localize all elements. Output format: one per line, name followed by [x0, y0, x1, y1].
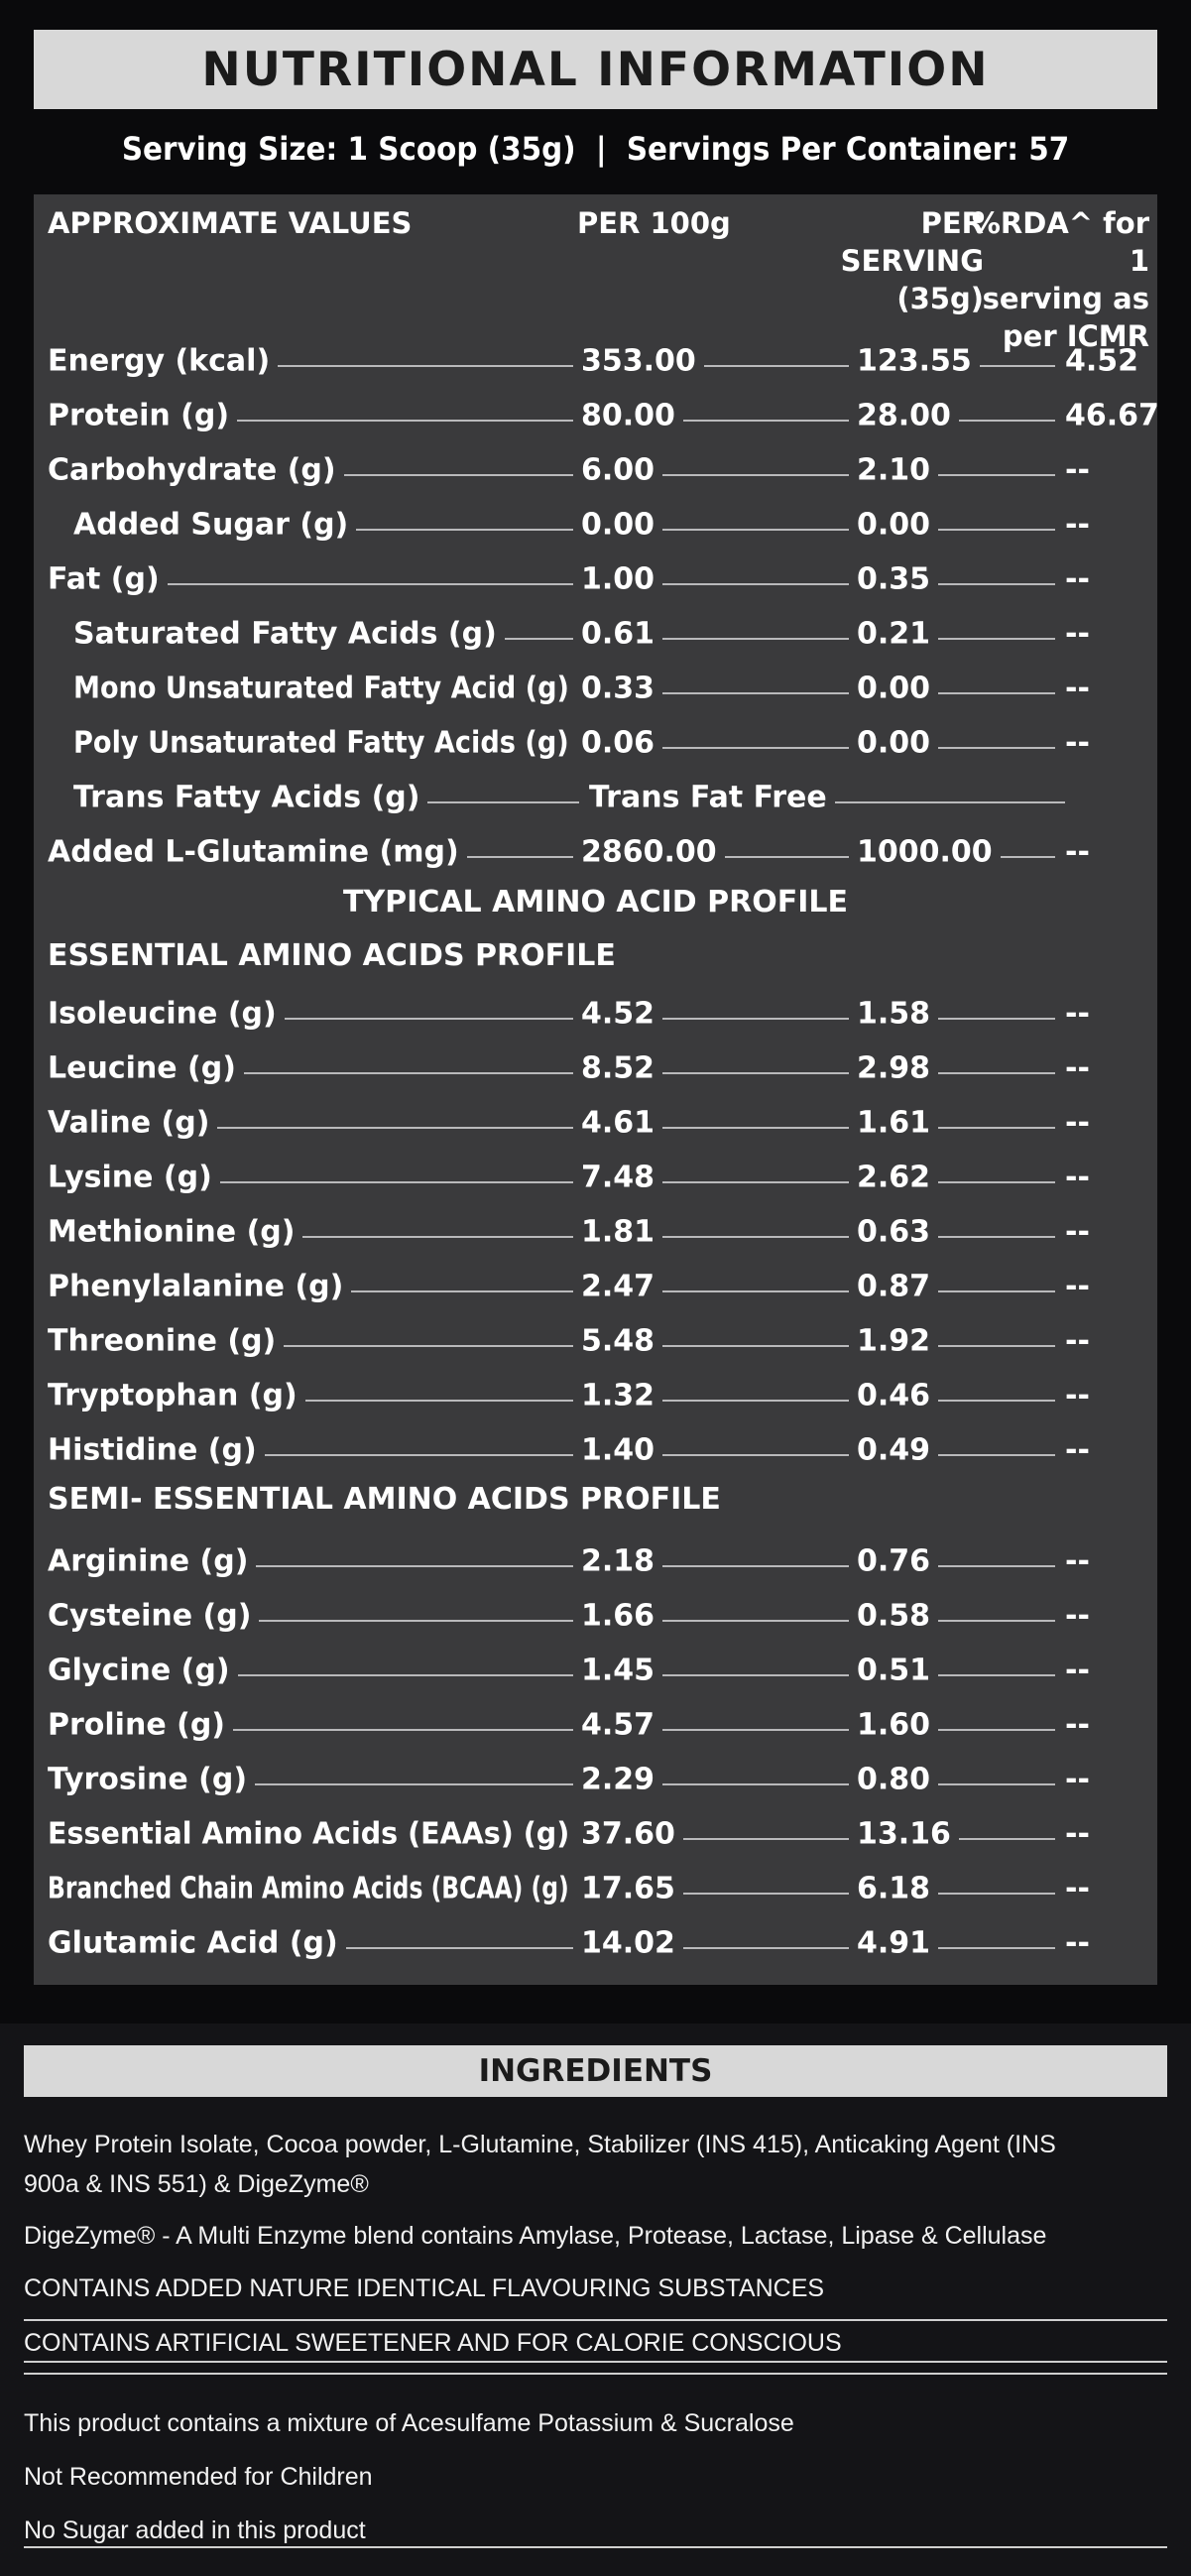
header-per-serving-line1: PER SERVING	[840, 206, 984, 278]
value-rda: --	[1065, 561, 1090, 597]
leader-line	[662, 474, 849, 476]
leader-line	[938, 1729, 1055, 1731]
value-rda: 4.52	[1065, 343, 1139, 379]
value-per-serving: 0.46	[857, 1378, 931, 1413]
divider	[24, 2546, 1167, 2548]
leader-line	[662, 1236, 849, 1238]
value-per-100g: 17.65	[581, 1871, 675, 1906]
value-per-100g: 0.06	[581, 725, 655, 761]
leader-line	[980, 365, 1055, 367]
leader-line	[683, 420, 849, 422]
value-per-100g: 8.52	[581, 1050, 655, 1086]
row-label: Essential Amino Acids (EAAs) (g)	[48, 1816, 570, 1852]
table-row-energy-kcal	[34, 334, 1157, 388]
leader-line	[938, 1674, 1055, 1676]
row-label: Saturated Fatty Acids (g)	[73, 616, 497, 652]
value-per-100g: 0.61	[581, 616, 655, 652]
value-rda: --	[1065, 1543, 1090, 1579]
divider	[24, 2361, 1167, 2363]
value-per-100g: 7.48	[581, 1160, 655, 1195]
leader-line	[662, 1400, 849, 1402]
leader-line	[427, 801, 579, 803]
row-label: Fat (g)	[48, 561, 160, 597]
value-per-serving: 2.10	[857, 452, 931, 488]
row-label: Carbohydrate (g)	[48, 452, 336, 488]
leader-line	[959, 420, 1055, 422]
serving-info	[48, 121, 1143, 177]
leader-line	[662, 1729, 849, 1731]
sweetener-notice: CONTAINS ARTIFICIAL SWEETENER AND FOR CALORIE CONSCIOUS	[24, 2329, 842, 2357]
leader-line	[302, 1236, 573, 1238]
leader-line	[244, 1072, 573, 1074]
value-per-100g: 2.18	[581, 1543, 655, 1579]
value-per-serving: 0.63	[857, 1214, 931, 1250]
table-row-isoleucine-g	[34, 987, 1157, 1041]
leader-line	[938, 1181, 1055, 1183]
leader-line	[662, 1674, 849, 1676]
table-row-essential-amino-acids-eaas-g	[34, 1807, 1157, 1861]
leader-line	[662, 1620, 849, 1622]
leader-line	[168, 583, 573, 585]
table-row-fat-g	[34, 552, 1157, 606]
value-per-100g: 4.61	[581, 1105, 655, 1141]
ingredients-title-bar	[24, 2045, 1167, 2097]
table-row-threonine-g	[34, 1314, 1157, 1368]
serving-separator: |	[595, 130, 607, 168]
leader-line	[255, 1783, 573, 1785]
leader-line	[662, 1565, 849, 1567]
table-row-glutamic-acid-g	[34, 1916, 1157, 1970]
row-label: Arginine (g)	[48, 1543, 249, 1579]
row-label: Lysine (g)	[48, 1160, 212, 1195]
value-per-100g: 80.00	[581, 398, 675, 433]
row-label: Poly Unsaturated Fatty Acids (g)	[73, 725, 569, 761]
value-per-serving: 0.87	[857, 1269, 931, 1304]
value-per-100g: 1.40	[581, 1432, 655, 1468]
row-label: Protein (g)	[48, 398, 230, 433]
value-per-100g: 4.52	[581, 996, 655, 1032]
row-label: Valine (g)	[48, 1105, 210, 1141]
value-per-serving: 1.92	[857, 1323, 931, 1359]
value-per-serving: 0.58	[857, 1598, 931, 1634]
digezyme-description: DigeZyme® - A Multi Enzyme blend contains Amylase, Protease, Lactase, Lipase & Cellulase	[24, 2222, 1047, 2250]
table-row-tyrosine-g	[34, 1753, 1157, 1806]
table-row-valine-g	[34, 1096, 1157, 1150]
leader-line	[938, 474, 1055, 476]
value-per-serving: 0.35	[857, 561, 931, 597]
page-title: NUTRITIONAL INFORMATION	[201, 42, 990, 97]
leader-line	[662, 1783, 849, 1785]
leader-line	[662, 692, 849, 694]
value-per-serving: 0.21	[857, 616, 931, 652]
value-rda: --	[1065, 725, 1090, 761]
divider	[24, 2373, 1167, 2375]
value-per-serving: 0.49	[857, 1432, 931, 1468]
leader-line	[351, 1290, 573, 1292]
value-rda: --	[1065, 1598, 1090, 1634]
value-per-100g: 353.00	[581, 343, 696, 379]
leader-line	[938, 583, 1055, 585]
leader-line	[938, 1893, 1055, 1895]
row-label: Mono Unsaturated Fatty Acid (g)	[73, 671, 569, 706]
table-row-arginine-g	[34, 1534, 1157, 1588]
leader-line	[683, 1947, 849, 1949]
leader-line	[938, 1454, 1055, 1456]
value-rda: --	[1065, 1762, 1090, 1797]
row-label: Tryptophan (g)	[48, 1378, 298, 1413]
row-label: Histidine (g)	[48, 1432, 257, 1468]
row-label: Tyrosine (g)	[48, 1762, 248, 1797]
ingredients-section	[0, 2024, 1191, 2576]
leader-line	[938, 1290, 1055, 1292]
leader-line	[662, 1127, 849, 1129]
value-rda: --	[1065, 1105, 1090, 1141]
value-per-serving: 13.16	[857, 1816, 951, 1852]
leader-line	[278, 365, 573, 367]
divider	[24, 2319, 1167, 2321]
leader-line	[938, 1072, 1055, 1074]
leader-line	[265, 1454, 573, 1456]
table-row-trans-fatty-acids-g	[34, 771, 1157, 824]
row-label: Proline (g)	[48, 1707, 226, 1743]
sweetener-mixture-note: This product contains a mixture of Acesulfame Potassium & Sucralose	[24, 2409, 794, 2437]
value-per-100g: 1.00	[581, 561, 655, 597]
table-row-methionine-g	[34, 1205, 1157, 1259]
value-per-serving: 2.62	[857, 1160, 931, 1195]
leader-line	[704, 365, 849, 367]
leader-line	[938, 1400, 1055, 1402]
table-row-branched-chain-amino-acids-bcaa-g	[34, 1862, 1157, 1915]
leader-line	[662, 747, 849, 749]
value-per-serving: 6.18	[857, 1871, 931, 1906]
leader-line	[662, 529, 849, 531]
table-row-mono-unsaturated-fatty-acid-g	[34, 662, 1157, 715]
leader-line	[938, 1565, 1055, 1567]
value-per-serving: 0.00	[857, 725, 931, 761]
value-per-serving: 4.91	[857, 1925, 931, 1961]
leader-line	[356, 529, 573, 531]
row-label: Trans Fatty Acids (g)	[73, 780, 420, 815]
table-row-tryptophan-g	[34, 1369, 1157, 1422]
row-label: Phenylalanine (g)	[48, 1269, 344, 1304]
value-per-100g: 37.60	[581, 1816, 675, 1852]
value-rda: --	[1065, 452, 1090, 488]
value-per-serving: 1.58	[857, 996, 931, 1032]
row-label: Glycine (g)	[48, 1653, 230, 1688]
value-per-serving: 0.80	[857, 1762, 931, 1797]
row-label: Leucine (g)	[48, 1050, 236, 1086]
leader-line	[467, 856, 573, 858]
value-rda: --	[1065, 834, 1090, 870]
leader-line	[662, 1018, 849, 1020]
leader-line	[1001, 856, 1055, 858]
header-per-100g: PER 100g	[577, 206, 731, 240]
table-row-cysteine-g	[34, 1589, 1157, 1643]
leader-line	[505, 638, 573, 640]
value-rda: --	[1065, 1269, 1090, 1304]
value-rda: --	[1065, 1214, 1090, 1250]
value-rda: --	[1065, 1432, 1090, 1468]
value-per-serving: 0.51	[857, 1653, 931, 1688]
value-per-100g: 0.33	[581, 671, 655, 706]
leader-line	[237, 420, 573, 422]
leader-line	[683, 1838, 849, 1840]
value-per-100g: 0.00	[581, 507, 655, 543]
essential-heading: ESSENTIAL AMINO ACIDS PROFILE	[48, 938, 616, 973]
value-per-serving: 1000.00	[857, 834, 993, 870]
leader-line	[938, 529, 1055, 531]
leader-line	[938, 1345, 1055, 1347]
leader-line	[662, 1072, 849, 1074]
leader-line	[938, 1018, 1055, 1020]
row-label: Glutamic Acid (g)	[48, 1925, 338, 1961]
value-rda: --	[1065, 1871, 1090, 1906]
value-rda: --	[1065, 1323, 1090, 1359]
value-per-serving: 2.98	[857, 1050, 931, 1086]
header-rda	[966, 204, 1149, 355]
value-rda: --	[1065, 1816, 1090, 1852]
leader-line	[662, 583, 849, 585]
row-label: Threonine (g)	[48, 1323, 277, 1359]
value-per-serving: 123.55	[857, 343, 972, 379]
value-rda: --	[1065, 1160, 1090, 1195]
leader-line	[662, 1181, 849, 1183]
leader-line	[725, 856, 849, 858]
value-per-100g: 4.57	[581, 1707, 655, 1743]
header-rda-line3: per ICMR	[1002, 319, 1149, 353]
leader-line	[284, 1345, 573, 1347]
no-sugar-note: No Sugar added in this product	[24, 2516, 366, 2544]
value-rda: --	[1065, 1378, 1090, 1413]
row-label: Energy (kcal)	[48, 343, 271, 379]
value-per-100g: 2.47	[581, 1269, 655, 1304]
leader-line	[217, 1127, 573, 1129]
row-label: Methionine (g)	[48, 1214, 296, 1250]
row-span-value: Trans Fat Free	[589, 780, 827, 815]
table-row-protein-g	[34, 389, 1157, 442]
table-row-leucine-g	[34, 1042, 1157, 1095]
leader-line	[256, 1565, 573, 1567]
nutrition-title-bar	[34, 30, 1157, 109]
leader-line	[238, 1674, 573, 1676]
row-label: Added Sugar (g)	[73, 507, 349, 543]
leader-line	[285, 1018, 573, 1020]
table-row-saturated-fatty-acids-g	[34, 607, 1157, 661]
flavouring-notice: CONTAINS ADDED NATURE IDENTICAL FLAVOURING SUBSTANCES	[24, 2274, 825, 2302]
leader-line	[683, 1893, 849, 1895]
table-row-proline-g	[34, 1698, 1157, 1752]
value-rda: --	[1065, 507, 1090, 543]
leader-line	[220, 1181, 573, 1183]
children-warning: Not Recommended for Children	[24, 2463, 373, 2491]
value-per-100g: 6.00	[581, 452, 655, 488]
row-label: Isoleucine (g)	[48, 996, 277, 1032]
value-rda: --	[1065, 616, 1090, 652]
value-per-serving: 1.61	[857, 1105, 931, 1141]
leader-line	[662, 1290, 849, 1292]
table-row-carbohydrate-g	[34, 443, 1157, 497]
leader-line	[662, 1345, 849, 1347]
value-rda: --	[1065, 1050, 1090, 1086]
header-per-serving	[785, 204, 984, 317]
leader-line	[346, 1947, 573, 1949]
leader-line	[938, 1947, 1055, 1949]
table-row-histidine-g	[34, 1423, 1157, 1477]
leader-line	[938, 1127, 1055, 1129]
nutrition-table	[34, 194, 1157, 1985]
leader-line	[259, 1620, 573, 1622]
value-rda: --	[1065, 1653, 1090, 1688]
leader-line	[662, 638, 849, 640]
table-row-added-l-glutamine-mg	[34, 825, 1157, 879]
value-per-serving: 28.00	[857, 398, 951, 433]
leader-line	[344, 474, 573, 476]
table-row-glycine-g	[34, 1644, 1157, 1697]
header-rda-line2: serving as	[982, 282, 1149, 315]
leader-line	[938, 692, 1055, 694]
leader-line	[938, 1783, 1055, 1785]
value-rda: --	[1065, 996, 1090, 1032]
value-per-serving: 0.00	[857, 671, 931, 706]
leader-line	[938, 638, 1055, 640]
row-label: Added L-Glutamine (mg)	[48, 834, 459, 870]
serving-size: Serving Size: 1 Scoop (35g)	[121, 130, 576, 168]
table-row-phenylalanine-g	[34, 1260, 1157, 1313]
servings-per-container: Servings Per Container: 57	[626, 130, 1070, 168]
leader-line	[233, 1729, 573, 1731]
value-per-100g: 1.66	[581, 1598, 655, 1634]
leader-line	[938, 1236, 1055, 1238]
value-per-serving: 1.60	[857, 1707, 931, 1743]
leader-line	[938, 747, 1055, 749]
semi-essential-heading: SEMI- ESSENTIAL AMINO ACIDS PROFILE	[48, 1482, 721, 1517]
value-per-100g: 5.48	[581, 1323, 655, 1359]
leader-line	[662, 1454, 849, 1456]
value-per-serving: 0.76	[857, 1543, 931, 1579]
leader-line	[305, 1400, 573, 1402]
row-label: Branched Chain Amino Acids (BCAA) (g)	[48, 1871, 569, 1906]
header-approx-values: APPROXIMATE VALUES	[48, 206, 413, 240]
leader-line	[959, 1838, 1055, 1840]
value-per-100g: 2.29	[581, 1762, 655, 1797]
amino-profile-heading: TYPICAL AMINO ACID PROFILE	[342, 885, 849, 920]
ingredients-line-1: Whey Protein Isolate, Cocoa powder, L-Glutamine, Stabilizer (INS 415), Anticaking Agent (INS	[24, 2131, 1056, 2158]
ingredients-line-2: 900a & INS 551) & DigeZyme®	[24, 2170, 369, 2198]
value-per-100g: 1.81	[581, 1214, 655, 1250]
row-label: Cysteine (g)	[48, 1598, 252, 1634]
value-per-100g: 2860.00	[581, 834, 717, 870]
table-row-lysine-g	[34, 1151, 1157, 1204]
header-rda-line1: %RDA^ for 1	[971, 206, 1149, 278]
leader-line	[835, 801, 1065, 803]
value-rda: --	[1065, 671, 1090, 706]
leader-line	[938, 1620, 1055, 1622]
value-per-100g: 1.45	[581, 1653, 655, 1688]
table-row-added-sugar-g	[34, 498, 1157, 552]
table-row-poly-unsaturated-fatty-acids-g	[34, 716, 1157, 770]
value-per-100g: 14.02	[581, 1925, 675, 1961]
value-rda: 46.67	[1065, 398, 1159, 433]
value-per-serving: 0.00	[857, 507, 931, 543]
value-rda: --	[1065, 1707, 1090, 1743]
value-per-100g: 1.32	[581, 1378, 655, 1413]
ingredients-title: INGREDIENTS	[478, 2053, 713, 2089]
value-rda: --	[1065, 1925, 1090, 1961]
header-per-serving-line2: (35g)	[896, 282, 984, 315]
